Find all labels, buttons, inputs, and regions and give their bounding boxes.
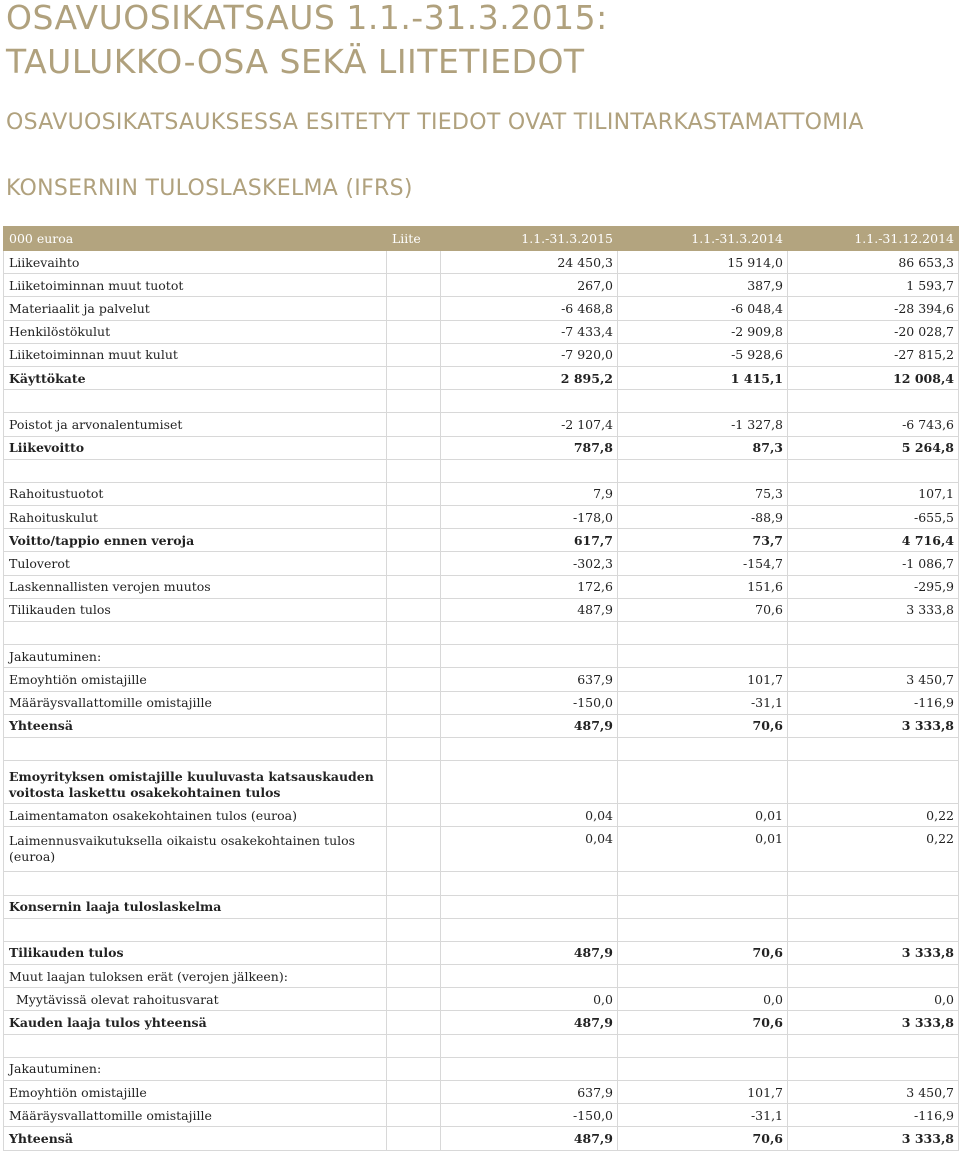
row-value: 3 333,8 [788,1127,959,1150]
row-value: 487,9 [441,941,618,964]
row-value: -302,3 [441,552,618,575]
table-row [4,320,959,343]
table-row [4,668,959,691]
row-value: -6 048,4 [618,297,788,320]
row-value: 0,0 [788,988,959,1011]
row-value: 172,6 [441,575,618,598]
row-label: Laimentamaton osakekohtainen tulos (euroa) [4,804,387,827]
table-row [4,1011,959,1034]
row-label: Yhteensä [4,1127,387,1150]
table-row [4,413,959,436]
income-statement-table [3,226,959,1151]
table-row [4,761,959,804]
row-label: Henkilöstökulut [4,320,387,343]
row-value: 0,04 [441,827,618,872]
spacer-row [4,737,959,760]
row-value: 70,6 [618,1127,788,1150]
row-value: -7 920,0 [441,343,618,366]
row-value: -31,1 [618,691,788,714]
table-row [4,988,959,1011]
row-value: 87,3 [618,436,788,459]
header-note: Liite [387,227,441,251]
row-value: 15 914,0 [618,251,788,274]
row-value: 70,6 [618,714,788,737]
row-value: -116,9 [788,1104,959,1127]
table-row [4,691,959,714]
row-label: Myytävissä olevat rahoitusvarat [4,988,387,1011]
row-value: 0,04 [441,804,618,827]
table-row [4,941,959,964]
row-value: 487,9 [441,714,618,737]
table-row [4,436,959,459]
row-label: Muut laajan tuloksen erät (verojen jälkeen): [4,965,387,988]
table-row [4,251,959,274]
row-value: 0,01 [618,804,788,827]
row-label: Poistot ja arvonalentumiset [4,413,387,436]
row-label: Määräysvallattomille omistajille [4,1104,387,1127]
table-row [4,506,959,529]
row-value: 4 716,4 [788,529,959,552]
table-row [4,1104,959,1127]
row-value: 0,0 [441,988,618,1011]
spacer-row [4,459,959,482]
row-label: Emoyrityksen omistajille kuuluvasta katsauskauden voitosta laskettu osakekohtainen tulos [4,761,387,804]
row-value: 3 450,7 [788,1081,959,1104]
row-value: 637,9 [441,1081,618,1104]
row-label: Tuloverot [4,552,387,575]
table-row [4,343,959,366]
table-row [4,827,959,872]
table-row [4,804,959,827]
row-value: -2 909,8 [618,320,788,343]
row-value: 487,9 [441,598,618,621]
title-line-1: OSAVUOSIKATSAUS 1.1.-31.3.2015: [6,0,608,37]
row-value: 75,3 [618,482,788,505]
row-value: 24 450,3 [441,251,618,274]
row-value: 487,9 [441,1127,618,1150]
row-value: -6 743,6 [788,413,959,436]
table-row [4,1057,959,1080]
row-label: Yhteensä [4,714,387,737]
row-value: 0,22 [788,804,959,827]
row-value: -154,7 [618,552,788,575]
row-value: 0,22 [788,827,959,872]
row-label: Laimennusvaikutuksella oikaistu osakekohtainen tulos (euroa) [4,827,387,872]
row-value: 3 333,8 [788,941,959,964]
row-value: 86 653,3 [788,251,959,274]
row-label: Liikevaihto [4,251,387,274]
row-value: 7,9 [441,482,618,505]
row-value: -20 028,7 [788,320,959,343]
row-value: 0,01 [618,827,788,872]
table-row [4,1127,959,1150]
row-value: -5 928,6 [618,343,788,366]
row-value: 2 895,2 [441,366,618,389]
table-row [4,965,959,988]
row-value: -150,0 [441,1104,618,1127]
table-row [4,552,959,575]
title-line-2: TAULUKKO-OSA SEKÄ LIITETIEDOT [6,42,585,81]
row-value: 73,7 [618,529,788,552]
row-value: 3 333,8 [788,598,959,621]
row-value: -88,9 [618,506,788,529]
header-period-3: 1.1.-31.12.2014 [788,227,959,251]
row-value: 3 333,8 [788,714,959,737]
row-label: Kauden laaja tulos yhteensä [4,1011,387,1034]
row-value: 267,0 [441,274,618,297]
row-value: 101,7 [618,1081,788,1104]
row-label: Konsernin laaja tuloslaskelma [4,895,387,918]
spacer-row [4,1034,959,1057]
spacer-row [4,918,959,941]
row-value: 3 333,8 [788,1011,959,1034]
row-value: -116,9 [788,691,959,714]
row-value: 12 008,4 [788,366,959,389]
row-label: Jakautuminen: [4,645,387,668]
row-value: -28 394,6 [788,297,959,320]
row-value: -178,0 [441,506,618,529]
table-row [4,482,959,505]
row-value: -27 815,2 [788,343,959,366]
table-row [4,575,959,598]
table-row [4,895,959,918]
row-value: 5 264,8 [788,436,959,459]
row-label: Emoyhtiön omistajille [4,668,387,691]
row-value: 101,7 [618,668,788,691]
row-label: Liikevoitto [4,436,387,459]
row-value: 387,9 [618,274,788,297]
row-label: Emoyhtiön omistajille [4,1081,387,1104]
subtitle: OSAVUOSIKATSAUKSESSA ESITETYT TIEDOT OVAT TILINTARKASTAMATTOMIA [6,110,864,135]
table-row [4,645,959,668]
header-period-2: 1.1.-31.3.2014 [618,227,788,251]
row-label: Tilikauden tulos [4,598,387,621]
row-label: Liiketoiminnan muut kulut [4,343,387,366]
table-row [4,714,959,737]
spacer-row [4,390,959,413]
row-value: 487,9 [441,1011,618,1034]
row-value: 70,6 [618,1011,788,1034]
row-label: Tilikauden tulos [4,941,387,964]
table-row [4,529,959,552]
row-label: Laskennallisten verojen muutos [4,575,387,598]
row-value: -1 086,7 [788,552,959,575]
table-row [4,1081,959,1104]
table-row [4,366,959,389]
row-value: -1 327,8 [618,413,788,436]
row-value: 0,0 [618,988,788,1011]
table-row [4,598,959,621]
row-label: Rahoitustuotot [4,482,387,505]
row-value: -6 468,8 [441,297,618,320]
row-label: Käyttökate [4,366,387,389]
row-value: -2 107,4 [441,413,618,436]
section-title: KONSERNIN TULOSLASKELMA (IFRS) [6,176,413,201]
table-row [4,274,959,297]
row-value: -295,9 [788,575,959,598]
header-unit: 000 euroa [4,227,387,251]
row-label: Materiaalit ja palvelut [4,297,387,320]
row-value: 3 450,7 [788,668,959,691]
row-label: Rahoituskulut [4,506,387,529]
row-value: -150,0 [441,691,618,714]
row-value: 151,6 [618,575,788,598]
row-value: 70,6 [618,598,788,621]
row-label: Jakautuminen: [4,1057,387,1080]
row-value: 1 593,7 [788,274,959,297]
row-value: -7 433,4 [441,320,618,343]
row-value: 1 415,1 [618,366,788,389]
row-value: 617,7 [441,529,618,552]
table-row [4,297,959,320]
row-value: 637,9 [441,668,618,691]
row-value: 70,6 [618,941,788,964]
spacer-row [4,872,959,895]
row-value: -31,1 [618,1104,788,1127]
header-period-1: 1.1.-31.3.2015 [441,227,618,251]
row-value: 107,1 [788,482,959,505]
row-value: 787,8 [441,436,618,459]
table-header-row [4,227,959,251]
row-label: Voitto/tappio ennen veroja [4,529,387,552]
row-label: Liiketoiminnan muut tuotot [4,274,387,297]
spacer-row [4,622,959,645]
row-value: -655,5 [788,506,959,529]
row-label: Määräysvallattomille omistajille [4,691,387,714]
